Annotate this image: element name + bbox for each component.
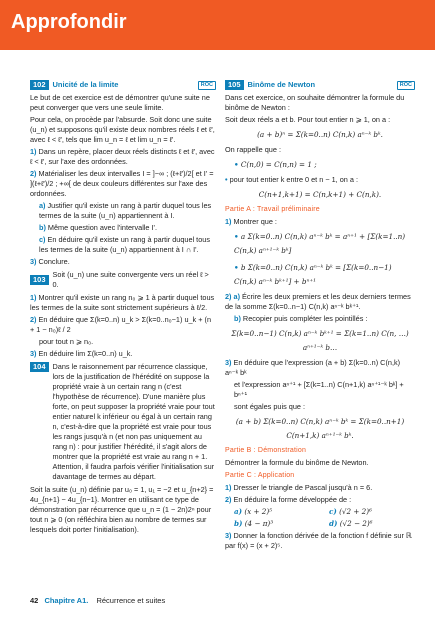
formula-a1-2: • b Σ(k=0..n) C(n,k) aⁿ⁻ᵏ bᵏ = [Σ(k=0..n−1) C(n,k) aⁿ⁻ᵏ bᵏ⁺¹] + bⁿ⁺¹	[234, 263, 392, 286]
question-2-condition: pour tout n ⩾ n₀.	[39, 337, 94, 346]
paragraph: Dans cet exercice, on souhaite démontrer la formule du binôme de Newton :	[225, 93, 405, 112]
question-3: 3) En déduire lim Σ(k=0..n) u_k.	[30, 349, 133, 358]
recall-2: • pour tout entier k entre 0 et n − 1, on a :	[225, 175, 358, 184]
paragraph: Le but de cet exercice est de démontrer qu'une suite ne peut converger que vers une seule limite.	[30, 93, 210, 112]
exercise-title: Unicité de la limite	[52, 80, 119, 89]
paragraph: Dans le raisonnement par récurrence classique, lors de la justification de l'hérédité on suppose la propriété vraie à un certain rang n (c'est l'hypothèse de récurrence). D'une manière plus forte, on peut supposer la propriété vraie pour tout entier naturel k inférieur ou égal à un certain rang n, c'est-à-dire que la propriété est vraie pour tous les rangs jusqu'à n (et non pas uniquement au rang n) : pour justifier l'hérédité, il s'agit alors de montrer que la propriété est vraie au rang n + 1. Attention, il faudra parfois vérifier l'initialisation sur davantage de termes au départ.	[52, 362, 215, 481]
page-number: 42	[30, 596, 39, 605]
roc-badge: ROC	[397, 81, 415, 90]
exercise-title: Binôme de Newton	[247, 80, 316, 89]
question-3: 3) Conclure.	[30, 257, 70, 266]
left-column	[30, 80, 216, 537]
question-1: 1) Dresser le triangle de Pascal jusqu'à n = 6.	[225, 483, 373, 492]
part-a-title: Partie A : Travail préliminaire	[225, 206, 320, 213]
exercise-104-header	[30, 362, 216, 482]
exercise-102-header	[30, 80, 216, 90]
question-2a: 2) a) Écrire les deux premiers et les deux derniers termes de la somme Σ(k=0..n−1) C(n,k) aⁿ⁻ᵏ bᵏ⁺¹.	[225, 292, 411, 311]
page-footer	[30, 596, 165, 605]
formula-a3: (a + b) Σ(k=0..n) C(n,k) aⁿ⁻ᵏ bᵏ = Σ(k=0..n+1) C(n+1,k) aⁿ⁺¹⁻ᵏ bᵏ.	[235, 417, 405, 440]
question-3-b: et l'expression aⁿ⁺¹ + [Σ(k=1..n) C(n+1,k) aⁿ⁺¹⁻ᵏ bᵏ] + bⁿ⁺¹	[234, 380, 404, 399]
exercise-number: 104	[30, 362, 49, 372]
exercise-intro: Soit (u_n) une suite convergente vers un réel ℓ > 0.	[52, 270, 209, 289]
question-3: 3) Donner la fonction dérivée de la fonction f définie sur ℝ par f(x) = (x + 2)⁵.	[225, 531, 412, 550]
formula-a2b: Σ(k=0..n−1) C(n,k) aⁿ⁻ᵏ bᵏ⁺¹ = Σ(k=1..n) C(n, …) aⁿ⁺¹⁻ᵏ b…	[231, 329, 409, 352]
question-2-row-1: a) (x + 2)⁵ c) (√2 + 2)⁶	[234, 507, 372, 516]
part-c-title: Partie C : Application	[225, 472, 295, 479]
page-title: Approfondir	[11, 11, 127, 33]
exercise-number: 102	[30, 80, 49, 90]
paragraph: Soit deux réels a et b. Pour tout entier n ⩾ 1, on a :	[225, 115, 391, 124]
chapter-name: Récurrence et suites	[96, 596, 166, 605]
formula-a1-1: • a Σ(k=0..n) C(n,k) aⁿ⁻ᵏ bᵏ = aⁿ⁺¹ + [Σ(k=1..n) C(n,k) aⁿ⁺¹⁻ᵏ bᵏ]	[234, 232, 406, 255]
question-3: 3) En déduire que l'expression (a + b) Σ(k=0..n) C(n,k) aⁿ⁻ᵏ bᵏ	[225, 358, 401, 377]
question-2: 2) En déduire que Σ(k=0..n) u_k > Σ(k=0..n₀−1) u_k + (n + 1 − n₀)ℓ / 2	[30, 315, 212, 334]
question-2b: b) Recopier puis compléter les pointillés :	[234, 314, 368, 323]
part-b-title: Partie B : Démonstration	[225, 447, 307, 454]
binomial-formula: (a + b)ⁿ = Σ(k=0..n) C(n,k) aⁿ⁻ᵏ bᵏ.	[257, 130, 383, 139]
exercise-number: 105	[225, 80, 244, 90]
question-2: 2) Matérialiser les deux intervalles I = ]−∞ ; (ℓ+ℓ')/2[ et I' = ](ℓ+ℓ')/2 ; +∞[ de deux couleurs différentes sur l'axe des ordonnées.	[30, 169, 214, 198]
pascal-formula: C(n+1,k+1) = C(n,k+1) + C(n,k).	[258, 190, 382, 199]
question-2a: a) Justifier qu'il existe un rang à partir duquel tous les termes de la suite (u_n) appartiennent à I.	[39, 201, 212, 220]
exercise-105-header	[225, 80, 415, 90]
question-1: 1) Montrer qu'il existe un rang n₀ ⩾ 1 à partir duquel tous les termes de la suite sont strictement supérieurs à ℓ/2.	[30, 293, 215, 312]
question-1: 1) Montrer que :	[225, 217, 277, 226]
question-2b: b) Même question avec l'intervalle I'.	[39, 223, 157, 232]
question-2-row-2: b) (4 − π)³ d) (√2 − 2)⁶	[234, 519, 373, 528]
exercise-103-header	[30, 270, 216, 290]
right-column	[225, 80, 415, 553]
recall-formula-1: • C(n,0) = C(n,n) = 1 ;	[234, 160, 317, 169]
paragraph: Soit la suite (u_n) définie par u₀ = 1, u₁ = −2 et u_{n+2} = 4u_{n+1} − 4u_{n−1}. Montrer en utilisant ce type de démonstration par récurrence que u_n = (1 − 2n)2ⁿ pour tout n ⩾ 0 (on réfléchira bien au nombre de termes sur lesquels doit porter l'initialisation).	[30, 485, 214, 534]
paragraph: Pour cela, on procède par l'absurde. Soit donc une suite (u_n) et supposons qu'il existe deux nombres réels ℓ et ℓ', avec ℓ < ℓ', tels que lim u_n = ℓ et lim u_n = ℓ'.	[30, 115, 215, 144]
question-3-c: sont égales puis que :	[234, 402, 305, 411]
header-banner	[0, 0, 435, 50]
paragraph: Démontrer la formule du binôme de Newton.	[225, 458, 369, 467]
question-2: 2) En déduire la forme développée de :	[225, 495, 352, 504]
roc-badge: ROC	[198, 81, 216, 90]
paragraph: On rappelle que :	[225, 145, 281, 154]
exercise-number: 103	[30, 275, 49, 285]
question-2c: c) En déduire qu'il existe un rang à partir duquel tous les termes de la suite (u_n) appartiennent à I ∩ I'.	[39, 235, 210, 254]
chapter-label: Chapitre A1.	[44, 596, 89, 605]
question-1: 1) Dans un repère, placer deux réels distincts ℓ et ℓ', avec ℓ < ℓ', sur l'axe des ordonnées.	[30, 147, 215, 166]
